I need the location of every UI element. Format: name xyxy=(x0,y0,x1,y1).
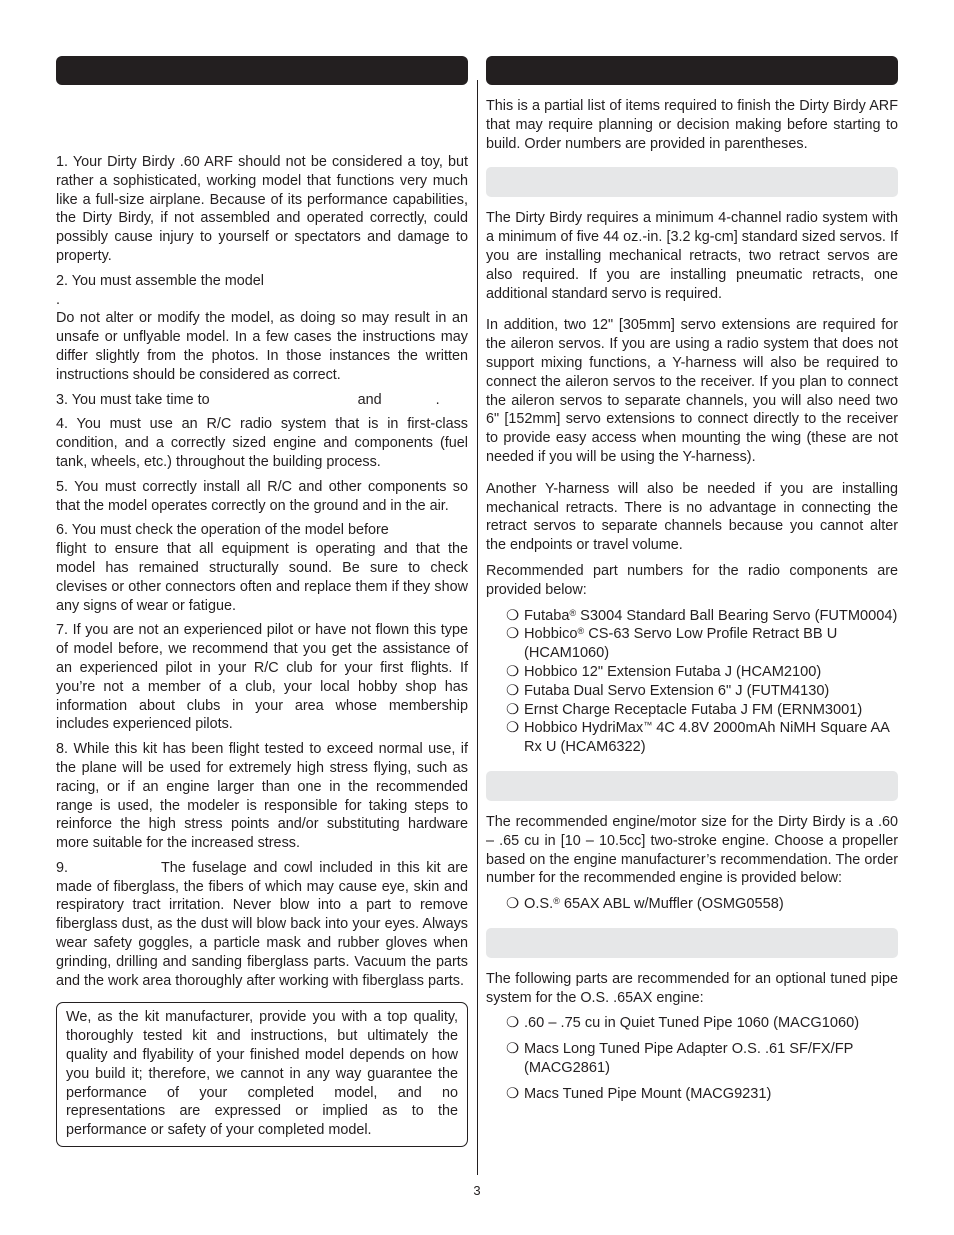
right-column xyxy=(486,56,898,1114)
subsection-bar-pipe xyxy=(486,928,898,958)
safety-item-6-start: 6. You must check the operation of the model before xyxy=(56,522,389,539)
pipe-paragraph: The following parts are recommended for an optional tuned pipe system for the O.S. .65AX engine: xyxy=(486,970,898,1006)
safety-item-3-end: . xyxy=(435,391,440,408)
safety-item-6 xyxy=(56,521,468,540)
safety-item-3-start: 3. You must take time to xyxy=(56,391,210,408)
liability-notice-text: We, as the kit manufacturer, provide you with a top quality, thoroughly tested kit and instructions, but ultimately the quality and flyability of your finished model depends on how you build it; therefore, we cannot in any way guarantee the performance of your completed model, and no representations are expressed or implied as to the performance or safety of your completed model. xyxy=(66,1009,458,1139)
subsection-bar-radio xyxy=(486,167,898,197)
checkbox-icon: ❍ xyxy=(506,663,520,680)
left-column xyxy=(56,56,468,1147)
liability-notice-box xyxy=(56,1002,468,1147)
section-header-bar xyxy=(56,56,468,85)
list-item: ❍ Macs Long Tuned Pipe Adapter O.S. .61 SF/FX/FP (MACG2861) xyxy=(506,1041,854,1077)
safety-item-2-start: 2. You must assemble the model xyxy=(56,272,264,289)
safety-item-2 xyxy=(56,272,468,310)
engine-paragraph: The recommended engine/motor size for the Dirty Birdy is a .60 – .65 cu in [10 – 10.5cc] two-stroke engine. Choose a propeller based on the engine manufacturer’s recommendation. The order number for the recommended engine is provided below: xyxy=(486,813,898,887)
radio-paragraph-2: In addition, two 12" [305mm] servo extensions are required for the aileron servos. If you are using a radio system that does not support mixing functions, a Y-harness will also be required to connect the aileron servos to the receiver. If you plan to connect the aileron servos to separate channels, you will also need two 6" [152mm] servo extensions to connect directly to the receiver to provide easy access when mounting the wing (these are not needed if you will be using the Y-harness). xyxy=(486,317,898,465)
radio-paragraph-1: The Dirty Birdy requires a minimum 4-channel radio system with a minimum of five 44 oz.-in. [3.2 kg-cm] standard sized servos. If you are installing mechanical retracts, two retract servos are also required. If you are installing pneumatic retracts, one additional standard servo is required. xyxy=(486,210,898,302)
intro-paragraph: This is a partial list of items required to finish the Dirty Birdy ARF that may require planning or decision making before starting to build. Order numbers are provided in parentheses. xyxy=(486,98,898,152)
engine-parts-list xyxy=(486,895,898,914)
safety-item-8: 8. While this kit has been flight tested to exceed normal use, if the plane will be used for extremely high stress flying, such as racing, or if an engine larger than one in the recommended range is used, the modeler is responsible for taking steps to reinforce the high stress points and/or substituting hardware more suitable for the increased stress. xyxy=(56,741,468,852)
safety-item-3-and: and xyxy=(357,391,382,408)
checkbox-icon: ❍ xyxy=(506,682,520,699)
checkbox-icon: ❍ xyxy=(506,1015,520,1032)
list-item: ❍ O.S.® 65AX ABL w/Muffler (OSMG0558) xyxy=(506,896,784,913)
checkbox-icon: ❍ xyxy=(506,896,520,913)
pipe-parts-list xyxy=(486,1014,898,1103)
safety-item-9 xyxy=(56,859,468,991)
list-item: ❍ .60 – .75 cu in Quiet Tuned Pipe 1060 (MACG1060) xyxy=(506,1015,860,1032)
radio-paragraph-4: Recommended part numbers for the radio components are provided below: xyxy=(486,562,898,598)
safety-item-2-body: Do not alter or modify the model, as doing so may result in an unsafe or unflyable model. In a few cases the instructions may differ slightly from the photos. In those instances the written instructions should be considered as correct. xyxy=(56,310,468,383)
radio-paragraph-3: Another Y-harness will also be needed if you are installing mechanical retracts. There is no advantage in connecting the retract servos to separate channels because you cannot alter the endpoints or travel volume. xyxy=(486,480,898,554)
column-divider xyxy=(477,80,478,1175)
list-item: ❍ Futaba Dual Servo Extension 6" J (FUTM4130) xyxy=(506,682,830,699)
safety-item-1: 1. Your Dirty Birdy .60 ARF should not be considered a toy, but rather a sophisticated, working model that functions very much like a full-size airplane. Because of its performance capabilities, the Dirty Birdy, if not assembled and operated correctly, could possibly cause injury to yourself or spectators and damage to property. xyxy=(56,154,468,264)
list-item: ❍ Hobbico® CS-63 Servo Low Profile Retract BB U (HCAM1060) xyxy=(506,626,838,662)
safety-item-9-body: The fuselage and cowl included in this kit are made of fiberglass, the fibers of which may cause eye, skin and respiratory tract irritation. Never blow into a part to remove fiberglass dust, as the dust will blow back into your eyes. Always wear safety goggles, a particle mask and rubber gloves when grinding, drilling and sanding fiberglass parts. Vacuum the parts and the work area thoroughly after working with fiberglass parts. xyxy=(56,859,468,989)
page-number: 3 xyxy=(473,1183,481,1198)
checkbox-icon: ❍ xyxy=(506,626,520,643)
list-item: ❍ Ernst Charge Receptacle Futaba J FM (ERNM3001) xyxy=(506,701,863,718)
subsection-bar-engine xyxy=(486,771,898,801)
safety-item-5: 5. You must correctly install all R/C and other components so that the model operates correctly on the ground and in the air. xyxy=(56,478,468,514)
safety-item-9-number: 9. xyxy=(56,859,69,876)
checkbox-icon: ❍ xyxy=(506,1041,520,1058)
list-item: ❍ Hobbico HydriMax™ 4C 4.8V 2000mAh NiMH Square AA Rx U (HCAM6322) xyxy=(506,720,890,756)
list-item: ❍ Macs Tuned Pipe Mount (MACG9231) xyxy=(506,1085,772,1102)
checkbox-icon: ❍ xyxy=(506,720,520,737)
radio-parts-list xyxy=(486,607,898,757)
safety-item-3 xyxy=(56,391,468,410)
checkbox-icon: ❍ xyxy=(506,1085,520,1102)
list-item: ❍ Futaba® S3004 Standard Ball Bearing Servo (FUTM0004) xyxy=(506,607,898,624)
list-item: ❍ Hobbico 12" Extension Futaba J (HCAM2100) xyxy=(506,663,822,680)
checkbox-icon: ❍ xyxy=(506,607,520,624)
safety-item-7: 7. If you are not an experienced pilot or have not flown this type of model before, we recommend that you get the assistance of an experienced pilot in your R/C club for your first flights. If you’re not a member of a club, your local hobby shop has information about clubs in your area whose membership includes experienced pilots. xyxy=(56,622,468,733)
safety-item-6-body: flight to ensure that all equipment is operating and that the model has remained structurally sound. Be sure to check clevises or other connectors often and replace them if they show any signs of wear or fatigue. xyxy=(56,541,468,614)
safety-item-4: 4. You must use an R/C radio system that is in first-class condition, and a correctly sized engine and components (fuel tank, wheels, etc.) throughout the building process. xyxy=(56,416,468,470)
section-header-bar xyxy=(486,56,898,85)
checkbox-icon: ❍ xyxy=(506,701,520,718)
safety-item-2-end: . xyxy=(56,291,60,308)
